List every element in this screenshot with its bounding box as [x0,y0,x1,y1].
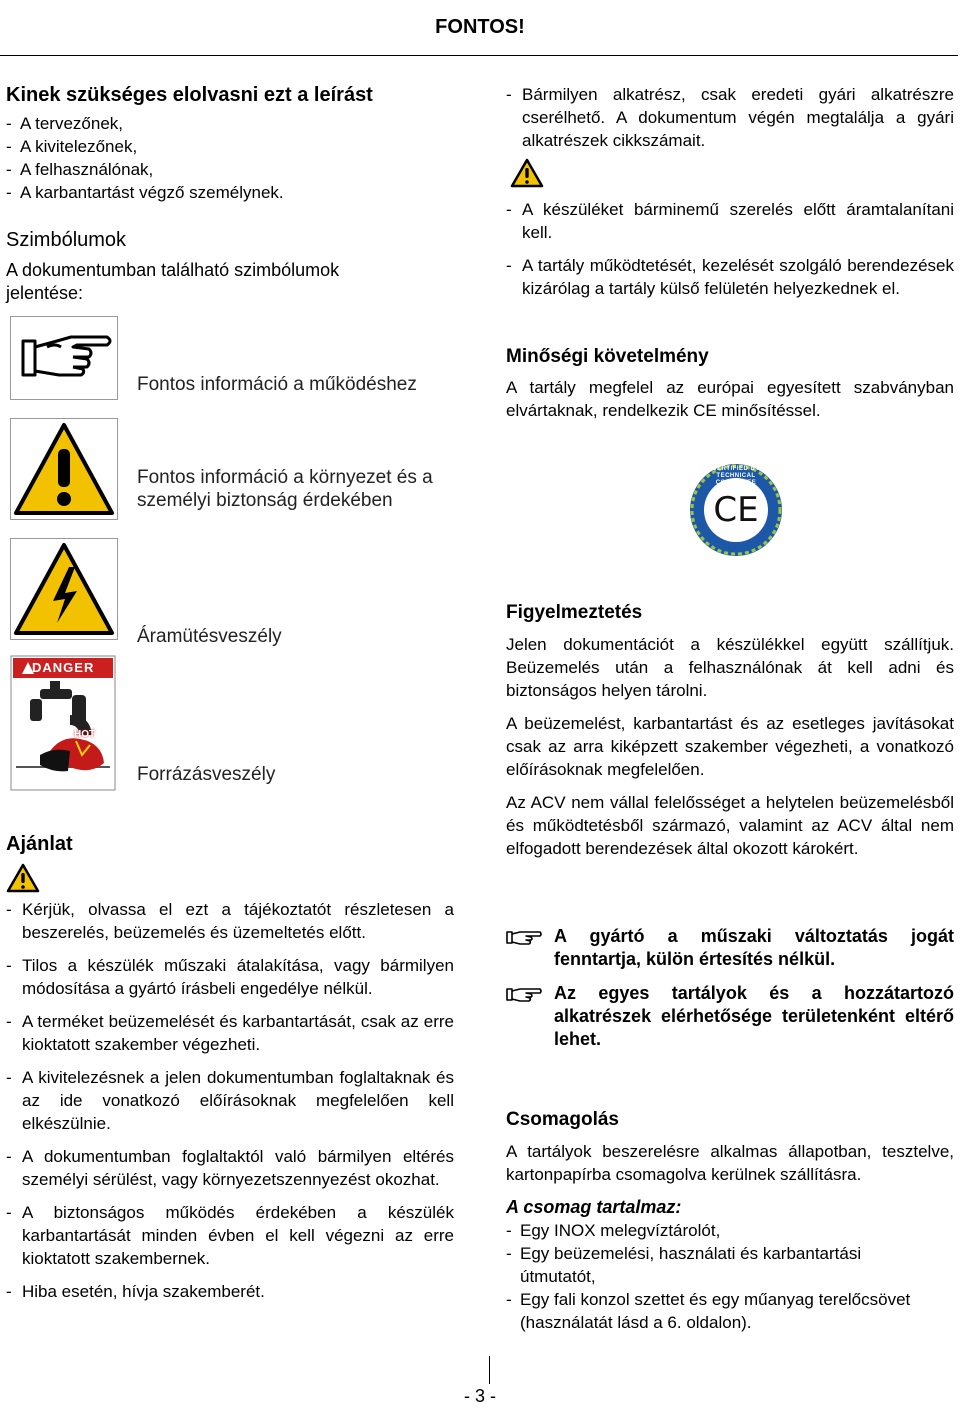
readers-heading: Kinek szükséges elolvasni ezt a leírást [6,84,373,106]
packaging-heading: Csomagolás [506,1109,619,1130]
packaging-text: A tartályok beszerelésre alkalmas állapotban, tesztelve, kartonpapírba csomagolva kerülnek szállításra. [506,1142,954,1184]
list-item: - Bármilyen alkatrész, csak eredeti gyári alkatrészre cserélhető. A dokumentum végén megtalálja a gyári alkatrészek cikkszámait. [506,83,954,152]
warning-exclamation-icon [10,418,118,520]
pointing-hand-icon [506,927,542,953]
ce-ring-text: CERTIFIED BY TECHNICAL COMMITTEE [712,466,760,486]
quality-heading: Minőségi követelmény [506,346,709,367]
hot-label: HOT [74,729,96,740]
danger-hot-water-icon [10,655,116,791]
symbol-label: Forrázásveszély [137,764,276,785]
list-item: - A dokumentumban foglaltaktól való bármilyen eltérés személyi sérülést, vagy környezetszennyezést okozhat. [6,1145,454,1191]
warning-small-icon [6,863,454,895]
symbol-label: Áramütésveszély [137,626,282,647]
quality-text: A tartály megfelel az európai egyesített szabványban elvártaknak, rendelkezik CE minősítéssel. [506,378,954,420]
hand-note-text: A gyártó a műszaki változtatás jogát fenntartja, külön értesítés nélkül. [554,926,954,969]
list-item: - A készüléket bárminemű szerelés előtt áramtalanítani kell. [506,198,954,244]
hand-note [506,982,954,1051]
page-header-title: FONTOS! [435,16,525,38]
hand-note-text: Az egyes tartályok és a hozzátartozó alkatrészek elérhetősége területenként eltérő lehet. [554,983,954,1049]
notice-heading: Figyelmeztetés [506,602,643,623]
pointing-hand-icon [10,316,118,400]
danger-label: DANGER [32,660,95,675]
recommend-section [6,831,454,1303]
header-divider [0,55,958,56]
symbol-label: Fontos információ a működéshez [137,374,417,395]
page-number: - 3 - [463,1386,496,1406]
notice-section [506,600,954,860]
notice-paragraph: Az ACV nem vállal felelősséget a helytelen beüzemelésből és működtetésből származó, valamint az ACV által nem elfogadott berendezések által okozott károkért. [506,793,954,858]
list-item: - A kivitelezésnek a jelen dokumentumban foglaltaknak és az ide vonatkozó előírásoknak megfelelően kell elkészülnie. [6,1066,454,1135]
symbols-heading: Szimbólumok [6,229,127,251]
list-item: - Egy beüzemelési, használati és karbantartási útmutatót, [506,1242,936,1288]
hand-note [506,925,954,971]
readers-section [6,82,454,204]
warning-small-icon [510,158,954,192]
electric-shock-icon [10,538,118,640]
list-item: - A tartály működtetését, kezelését szolgáló berendezések kizárólag a tartály külső felületén helyezkednek el. [506,254,954,300]
footer-divider [489,1356,490,1384]
list-item: - A terméket beüzemelését és karbantartását, csak az erre kioktatott szakember végezheti. [6,1010,454,1056]
ce-mark: CE [713,490,759,530]
list-item: - A felhasználónak, [6,158,454,181]
parts-section [506,83,954,300]
symbols-intro: A dokumentumban található szimbólumok jelentése: [6,260,340,303]
package-contents-heading: A csomag tartalmaz: [506,1197,682,1217]
recommend-heading: Ajánlat [6,833,73,855]
pointing-hand-icon [506,984,542,1010]
ce-certification-seal [688,462,784,558]
notice-paragraph: A beüzemelést, karbantartást és az esetleges javításokat csak az arra kiképzett szakember végezheti, a vonatkozó előírásoknak megfelelően. [506,714,954,779]
list-item: - A tervezőnek, [6,112,454,135]
packaging-section [506,1107,954,1334]
notice-paragraph: Jelen dokumentációt a készülékkel együtt szállítjuk. Beüzemelés után a felhasználónak át kell adni és biztonságos helyen tárolni. [506,635,954,700]
list-item: - Hiba esetén, hívja szakemberét. [6,1280,454,1303]
list-item: - A biztonságos működés érdekében a készülék karbantartását minden évben el kell végezni az erre kioktatott szakembernek. [6,1201,454,1270]
list-item: - A kivitelezőnek, [6,135,454,158]
symbols-section [6,227,454,305]
list-item: - Egy INOX melegvíztárolót, [506,1219,936,1242]
list-item: - A karbantartást végző személynek. [6,181,454,204]
list-item: - Kérjük, olvassa el ezt a tájékoztatót részletesen a beszerelés, beüzemelés és üzemeltetés előtt. [6,898,454,944]
list-item: - Tilos a készülék műszaki átalakítása, vagy bármilyen módosítása a gyártó írásbeli engedélye nélkül. [6,954,454,1000]
list-item: - Egy fali konzol szettet és egy műanyag terelőcsövet (használatát lásd a 6. oldalon). [506,1288,936,1334]
symbol-label: Fontos információ a környezet és a személyi biztonság érdekében [137,467,433,511]
quality-section [506,344,954,422]
